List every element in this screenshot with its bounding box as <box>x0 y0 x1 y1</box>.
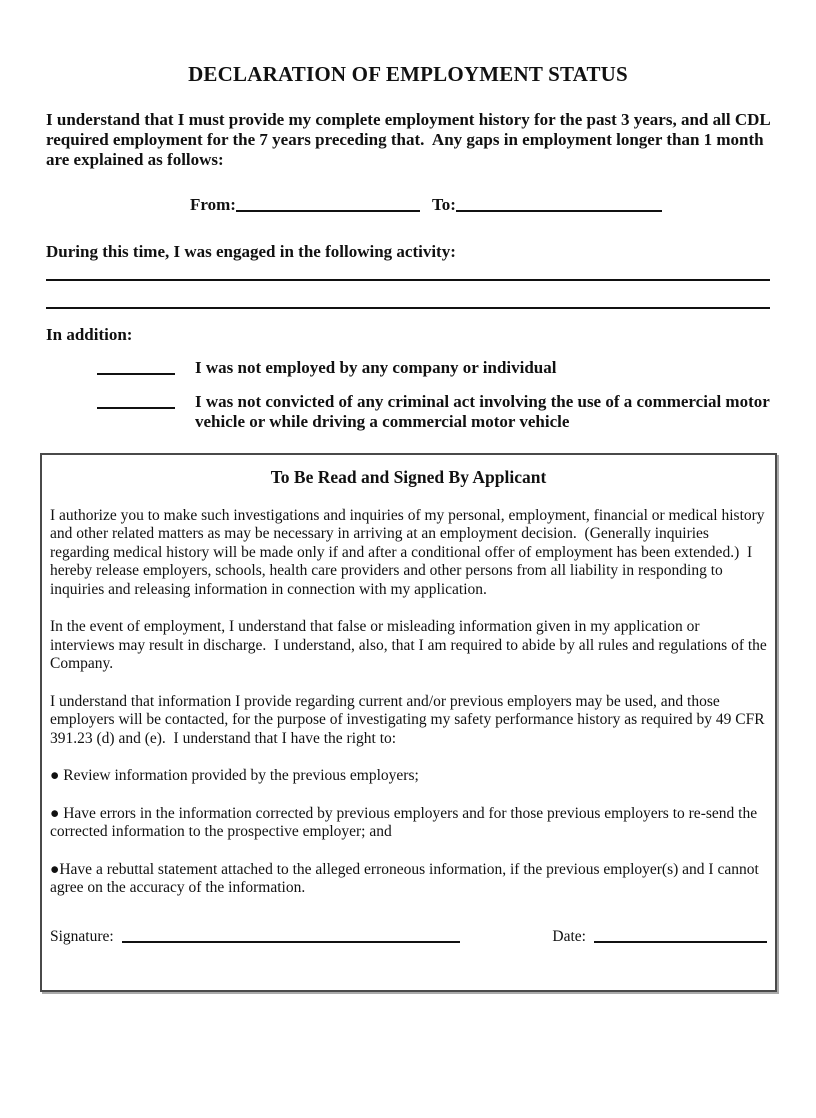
activity-blank-line-1[interactable] <box>46 262 770 281</box>
from-to-row <box>46 195 770 215</box>
date-blank-field[interactable] <box>594 931 767 943</box>
box-header: To Be Read and Signed By Applicant <box>270 466 547 487</box>
signature-row <box>50 928 767 946</box>
signature-blank-field[interactable] <box>122 931 460 943</box>
to-blank-field[interactable] <box>456 198 662 212</box>
discharge-paragraph: In the event of employment, I understand that false or misleading information given in my application or interviews may result in discharge. I understand, also, that I am required to abide by all rules and regulations of the Company. <box>50 618 771 672</box>
activity-blank-line-2[interactable] <box>46 281 770 309</box>
from-blank-field[interactable] <box>236 198 420 212</box>
page-title: DECLARATION OF EMPLOYMENT STATUS <box>188 62 628 86</box>
intro-paragraph: I understand that I must provide my complete employment history for the past 3 years, and all CDL required employment for the 7 years preceding that. Any gaps in employment longer than 1 month are explained as follows: <box>46 110 775 169</box>
statement-2-text: I was not convicted of any criminal act involving the use of a commercial motor vehicle or while driving a commercial motor vehicle <box>195 391 770 431</box>
document-page <box>0 62 816 1118</box>
from-label: From: <box>190 195 236 214</box>
bullet-item-errors: ● Have errors in the information corrected by previous employers and for those previous employers to re-send the corrected information to the prospective employer; and <box>50 804 761 840</box>
statement-row <box>46 392 770 433</box>
signature-label: Signature: <box>50 927 114 945</box>
date-label: Date: <box>552 927 586 945</box>
authorization-paragraph: I authorize you to make such investigations and inquiries of my personal, employment, financial or medical history and other related matters as may be necessary in arriving at an employment decision. (Generally inquiries regarding medical history will be made only if and after a conditional offer of employment has been extended.) I hereby release employers, schools, health care providers and other persons from all liability in responding to inquiries and releasing information in connection with my application. <box>50 506 769 598</box>
statement-1-text: I was not employed by any company or individual <box>195 358 557 377</box>
statement-row <box>46 358 770 379</box>
in-addition-heading: In addition: <box>46 325 133 344</box>
safety-history-paragraph: I understand that information I provide regarding current and/or previous employers may be used, and those employers will be contacted, for the purpose of investigating my safety performance history as required by 49 CFR 391.23 (d) and (e). I understand that I have the right to: <box>50 692 769 747</box>
to-label: To: <box>431 195 456 214</box>
activity-heading: During this time, I was engaged in the following activity: <box>46 242 456 261</box>
statement-2-blank-field[interactable] <box>97 392 175 409</box>
applicant-consent-box <box>40 453 777 992</box>
bullet-item-rebuttal: ●Have a rebuttal statement attached to the alleged erroneous information, if the previous employer(s) and I cannot agree on the accuracy of the information. <box>50 860 763 896</box>
statement-1-blank-field[interactable] <box>97 358 175 375</box>
bullet-item-review: ● Review information provided by the previous employers; <box>50 767 419 784</box>
